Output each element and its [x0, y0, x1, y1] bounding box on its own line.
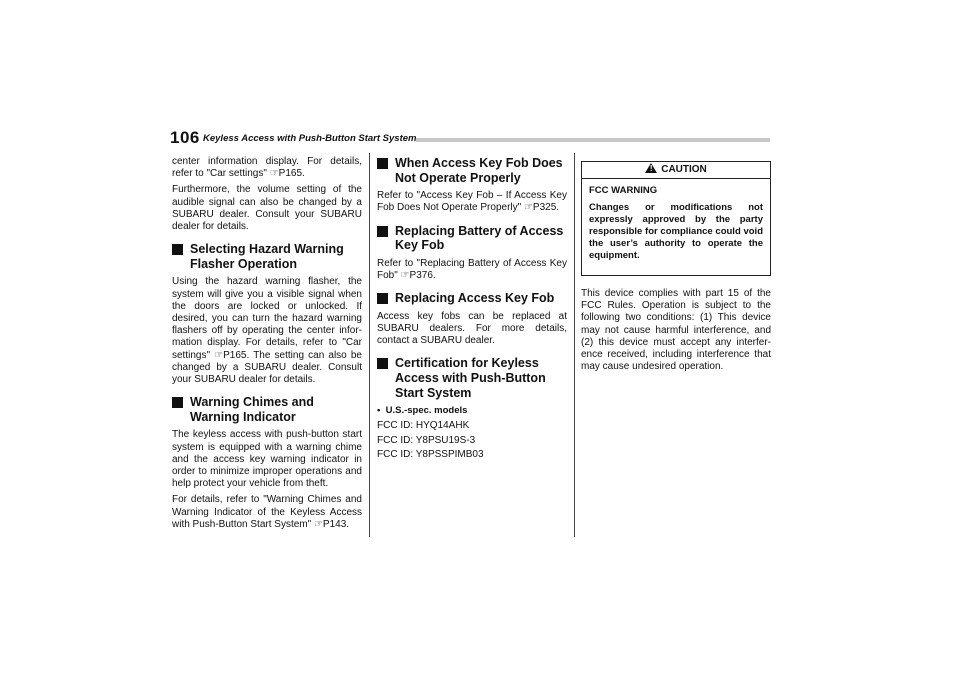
bullet-item: • U.S.-spec. models: [377, 405, 468, 417]
square-bullet-icon: [172, 244, 183, 255]
caution-box: [581, 161, 771, 276]
column-left: [172, 156, 362, 535]
section-heading: Warning Chimes and Warning Indicator: [172, 395, 362, 424]
column-divider: [369, 153, 370, 537]
section-heading: Certification for Keyless Access with Push-Button Start System: [377, 356, 567, 400]
warning-triangle-icon: !: [645, 163, 657, 173]
caution-title: FCC WARNING: [589, 185, 658, 196]
section-heading: Replacing Access Key Fob: [377, 291, 567, 306]
square-bullet-icon: [377, 158, 388, 169]
section-heading: Replacing Battery of Access Key Fob: [377, 224, 567, 253]
caution-header: ! CAUTION: [582, 162, 770, 179]
square-bullet-icon: [172, 397, 183, 408]
fcc-id: FCC ID: HYQ14AHK: [377, 420, 470, 432]
fcc-id: FCC ID: Y8PSU19S-3: [377, 434, 476, 446]
column-right: [581, 156, 771, 377]
header-rule: [416, 138, 770, 142]
paragraph: The keyless access with push-button start system is equipped with a warning chime and the access key warning indicator in order to minimize improper operations and help protect your vehicle from theft.: [172, 429, 362, 490]
page-number: 106: [170, 128, 200, 147]
square-bullet-icon: [377, 226, 388, 237]
page-header: [170, 128, 770, 150]
section-heading: Selecting Hazard Warning Flasher Operation: [172, 242, 362, 271]
paragraph: Access key fobs can be replaced at SUBARU dealers. For more details, contact a SUBARU dealer.: [377, 310, 567, 347]
paragraph: Refer to "Access Key Fob – If Access Key Fob Does Not Operate Properly" ☞P325.: [377, 190, 567, 214]
paragraph: Using the hazard warning flasher, the system will give you a visible signal when the doors are locked or unlocked. If desired, you can turn the hazard warning flashers off by operating the center infor-mation display. For details, refer to "Car settings" ☞P165. The setting can also be changed by a SUBARU dealer. Consult your SUBARU dealer for details.: [172, 276, 362, 386]
chapter-title: Keyless Access with Push-Button Start System: [203, 133, 417, 144]
paragraph: Refer to "Replacing Battery of Access Key Fob" ☞P376.: [377, 257, 567, 281]
paragraph: center information display. For details, refer to "Car settings" ☞P165.: [172, 156, 362, 180]
caution-body: [582, 179, 770, 275]
paragraph: This device complies with part 15 of the FCC Rules. Operation is subject to the following two conditions: (1) This device may not cause harmful interference, and (2) this device must accept any interfer-ence received, including interference that may cause undesired operation.: [581, 288, 771, 373]
square-bullet-icon: [377, 358, 388, 369]
column-middle: [377, 156, 567, 463]
paragraph: For details, refer to "Warning Chimes and Warning Indicator of the Keyless Access with Push-Button Start System" ☞P143.: [172, 494, 362, 530]
section-heading: When Access Key Fob Does Not Operate Properly: [377, 156, 567, 185]
paragraph: Furthermore, the volume setting of the audible signal can also be changed by a SUBARU dealer. Consult your SUBARU dealer for details.: [172, 184, 362, 233]
square-bullet-icon: [377, 293, 388, 304]
fcc-id: FCC ID: Y8PSSPIMB03: [377, 448, 484, 460]
column-divider: [574, 153, 575, 537]
caution-text: Changes or modifications not expressly approved by the party responsible for compliance could void the user’s authority to operate the equipment.: [589, 202, 763, 261]
